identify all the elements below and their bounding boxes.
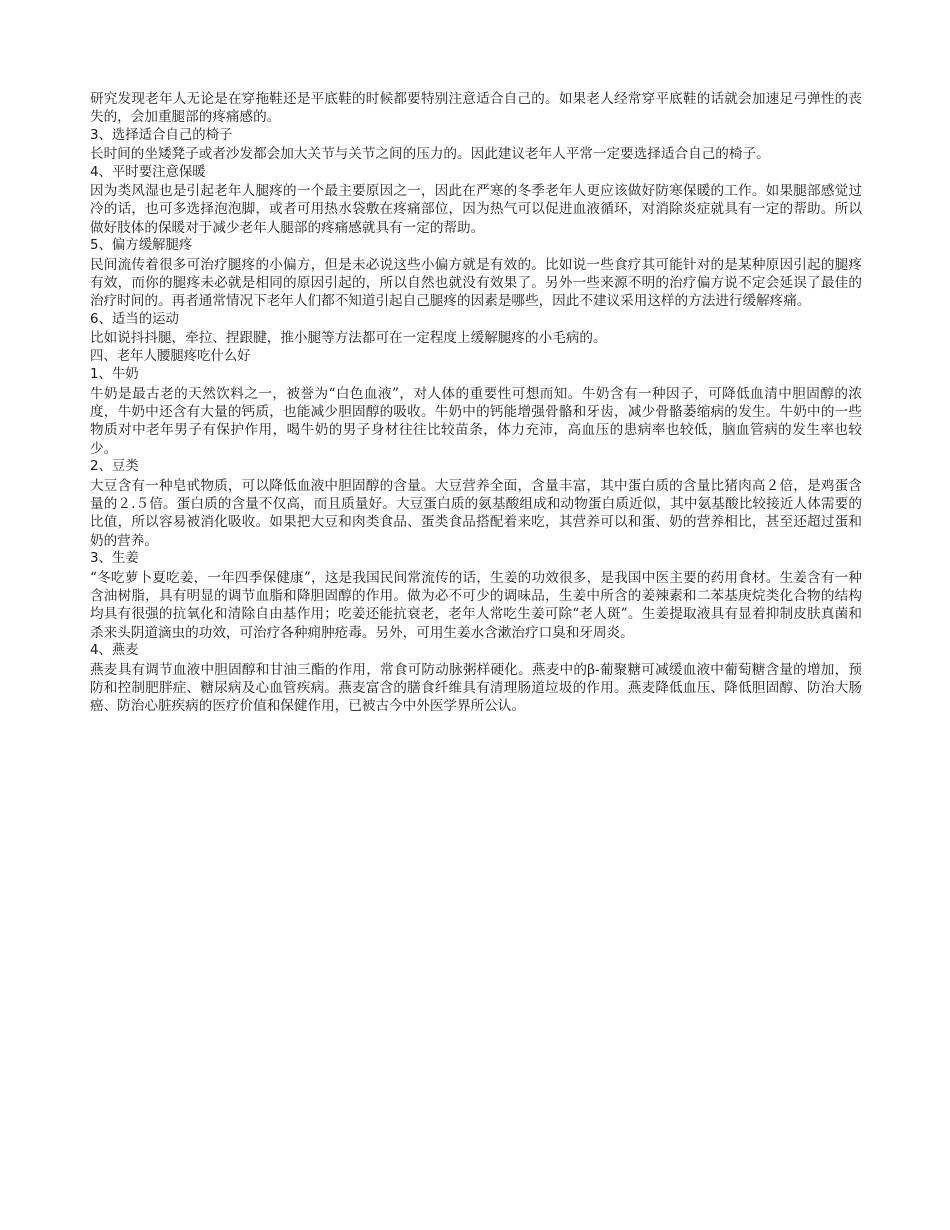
paragraph-oats: 燕麦具有调节血液中胆固醇和甘油三酯的作用，常食可防动脉粥样硬化。燕麦中的β-葡聚糖可减缓血液中葡萄糖含量的增加，预防和控制肥胖症、糖尿病及心血管疾病。燕麦富含的膳食纤维具有清理肠道垃圾的作用。燕麦降低血压、降低胆固醇、防治大肠癌、防治心脏疾病的医疗价值和保健作用，已被古今中外医学界所公认。	[90, 661, 862, 715]
paragraph-milk: 牛奶是最古老的天然饮料之一，被誉为“白色血液”，对人体的重要性可想而知。牛奶含有一种因子，可降低血清中胆固醇的浓度，牛奶中还含有大量的钙质，也能减少胆固醇的吸收。牛奶中的钙能增强骨骼和牙齿，减少骨骼萎缩病的发生。牛奶中的一些物质对中老年男子有保护作用，喝牛奶的男子身材往往比较苗条，体力充沛，高血压的患病率也较低，脑血管病的发生率也较少。	[90, 385, 862, 457]
section-heading-milk: 1、牛奶	[90, 367, 139, 383]
section-heading-beans: 2、豆类	[90, 459, 139, 475]
section-heading-exercise: 6、适当的运动	[90, 311, 179, 327]
section-heading-ginger: 3、生姜	[90, 551, 139, 567]
paragraph-ginger: “冬吃萝卜夏吃姜，一年四季保健康”，这是我国民间常流传的话，生姜的功效很多，是我国中医主要的药用食材。生姜含有一种含油树脂，具有明显的调节血脂和降胆固醇的作用。做为必不可少的调味品，生姜中所含的姜辣素和二苯基庚烷类化合物的结构均具有很强的抗氧化和清除自由基作用；吃姜还能抗衰老，老年人常吃生姜可除“老人斑”。生姜提取液具有显着抑制皮肤真菌和杀来头阴道滴虫的功效，可治疗各种痈肿疮毒。另外，可用生姜水含漱治疗口臭和牙周炎。	[90, 569, 862, 641]
chapter-heading-diet: 四、老年人腰腿疼吃什么好	[90, 348, 251, 364]
document-body	[90, 90, 862, 716]
paragraph-chair: 长时间的坐矮凳子或者沙发都会加大关节与关节之间的压力的。因此建议老年人平常一定要选择适合自己的椅子。	[90, 146, 770, 163]
section-heading-folk-remedy: 5、偏方缓解腿疼	[90, 238, 193, 254]
section-heading-oats: 4、燕麦	[90, 643, 139, 659]
paragraph-folk-remedy: 民间流传着很多可治疗腿疼的小偏方，但是未必说这些小偏方就是有效的。比如说一些食疗其可能针对的是某种原因引起的腿疼有效，而你的腿疼未必就是相同的原因引起的，所以自然也就没有效果了。另外一些来源不明的治疗偏方说不定会延误了最佳的治疗时间的。再者通常情况下老年人们都不知道引起自己腿疼的因素是哪些，因此不建议采用这样的方法进行缓解疼痛。	[90, 256, 862, 310]
paragraph-intro: 研究发现老年人无论是在穿拖鞋还是平底鞋的时候都要特别注意适合自己的。如果老人经常穿平底鞋的话就会加速足弓弹性的丧失的，会加重腿部的疼痛感的。	[90, 91, 862, 126]
paragraph-beans: 大豆含有一种皂甙物质，可以降低血液中胆固醇的含量。大豆营养全面，含量丰富，其中蛋白质的含量比猪肉高２倍，是鸡蛋含量的２.５倍。蛋白质的含量不仅高，而且质量好。大豆蛋白质的氨基酸组成和动物蛋白质近似，其中氨基酸比较接近人体需要的比值，所以容易被消化吸收。如果把大豆和肉类食品、蛋类食品搭配着来吃，其营养可以和蛋、奶的营养相比，甚至还超过蛋和奶的营养。	[90, 477, 862, 549]
paragraph-exercise: 比如说抖抖腿，牵拉、捏跟腱，推小腿等方法都可在一定程度上缓解腿疼的小毛病的。	[90, 330, 607, 347]
section-heading-warmth: 4、平时要注意保暖	[90, 164, 206, 180]
section-heading-chair: 3、选择适合自己的椅子	[90, 127, 233, 143]
paragraph-warmth: 因为类风湿也是引起老年人腿疼的一个最主要原因之一，因此在严寒的冬季老年人更应该做好防寒保暖的工作。如果腿部感觉过冷的话，也可多选择泡泡脚，或者可用热水袋敷在疼痛部位，因为热气可以促进血液循环，对消除炎症就具有一定的帮助。所以做好肢体的保暖对于减少老年人腿部的疼痛感就具有一定的帮助。	[90, 183, 862, 236]
